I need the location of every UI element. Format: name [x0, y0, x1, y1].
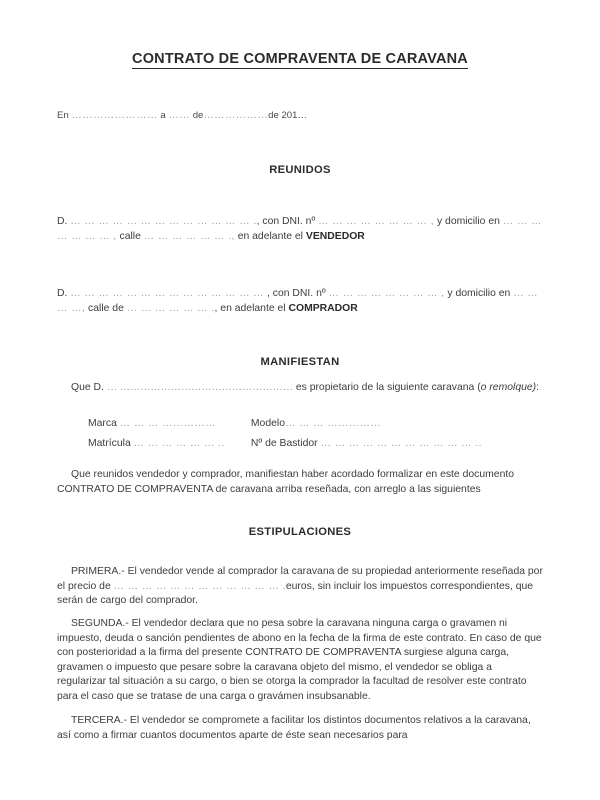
comprador-name-dots: … … … … … … … … … … … … … …: [70, 288, 265, 299]
vendedor-domicilio-dots: … … … … … … … ,: [57, 216, 542, 242]
clause-segunda-text: El vendedor declara que no pesa sobre la caravana ninguna carga o gravamen ni impuesto, deuda o sanción pendientes de abono en la fecha de la firma de este contrato. En caso de que con posterioridad a la firma del presente CONTRATO DE COMPRAVENTA surgiese alguna carga, gravamen o impuesto que pesare sobre la caravana objeto del mismo, el vendedor se obliga a regularizar tal situación a su cargo, o bien se otorga la comprador la facultad de resolver este contrato para el caso que se tratase de una carga o gravámen insubsanable.: [57, 618, 542, 702]
spec-row: [88, 414, 548, 434]
clause-segunda: [57, 617, 543, 705]
comprador-calle-dots: … … … … … … .: [126, 302, 215, 314]
spec-cell-bastidor: [251, 434, 482, 454]
vendedor-role-label: VENDEDOR: [305, 230, 365, 242]
party-paragraph-vendedor: [57, 215, 543, 244]
clause-primera-text-before: El vendedor vende al comprador la caravana de su propiedad anteriormente reseñada por el precio de: [57, 566, 543, 592]
section-heading-reunidos: REUNIDOS: [269, 164, 331, 176]
spec-row: [88, 434, 548, 454]
dateline-place-dots: ……………………: [71, 110, 158, 121]
page-title-text: CONTRATO DE COMPRAVENTA DE CARAVANA: [132, 51, 468, 67]
spec-label-bastidor: Nº de Bastidor: [250, 438, 318, 449]
section-heading-manifiestan: MANIFIESTAN: [260, 356, 340, 368]
comprador-role-label: COMPRADOR: [288, 302, 358, 314]
comprador-lead: D.: [57, 288, 68, 299]
spec-dots-marca: … … … ……………: [119, 418, 216, 429]
clause-tercera-text: El vendedor se compromete a facilitar los distintos documentos relativos a la caravana, así como a firmar cuantos documentos aparte de éste sean necesarios para: [57, 715, 531, 741]
vendedor-tail: en adelante el: [237, 230, 303, 242]
vendedor-dni-label: , con DNI. nº: [256, 216, 316, 227]
vendedor-calle-label: calle: [119, 230, 141, 242]
comprador-dni-dots: … … … … … … … … ,: [328, 288, 445, 299]
party-paragraph-comprador: [57, 287, 543, 316]
dateline-mid-a: a: [160, 110, 166, 121]
manifiestan-text: es propietario de la siguiente caravana (: [295, 382, 481, 393]
spec-label-modelo: Modelo: [250, 418, 285, 429]
comprador-domicilio-label: y domicilio en: [447, 288, 511, 299]
manifiestan-lead: Que D.: [71, 382, 104, 393]
spec-label-marca: Marca: [88, 418, 117, 429]
clause-segunda-label: SEGUNDA.-: [71, 618, 129, 629]
acordado-paragraph: Que reunidos vendedor y comprador, manifiestan haber acordado formalizar en este documento CONTRATO DE COMPRAVENTA de caravana arriba reseñada, con arreglo a las siguientes: [57, 469, 515, 495]
spec-cell-modelo: [251, 414, 381, 434]
spec-cell-matricula: [88, 434, 248, 454]
dateline-prefix: En: [57, 110, 69, 121]
dateline-year: de 201…: [268, 110, 308, 121]
spec-label-matricula: Matrícula: [88, 438, 131, 449]
vendedor-domicilio-label: y domicilio en: [436, 216, 500, 227]
manifiestan-italic-tail: o remolque): [480, 382, 537, 393]
manifiestan-intro-paragraph: [57, 381, 543, 396]
vehicle-spec-table: [88, 414, 548, 454]
dateline-mid-b: de: [192, 110, 204, 121]
clause-tercera: [57, 714, 543, 743]
vendedor-lead: D.: [57, 216, 68, 227]
vendedor-calle-dots: … … … … … … .,: [143, 230, 235, 242]
vendedor-dni-dots: … … … … … … … … ,: [318, 216, 435, 227]
vendedor-name-dots: … … … … … … … … … … … … … .: [70, 216, 257, 227]
spec-dots-modelo: … … … ……………: [284, 418, 382, 429]
spec-dots-bastidor: … … … … … … … … … … … ..: [320, 438, 482, 449]
comprador-calle-label: calle de: [88, 302, 124, 314]
dateline-month-dots: ………………: [203, 110, 269, 121]
clause-primera-text-after: euros, sin incluir los impuestos correspondientes, que serán de cargo del comprador.: [57, 580, 534, 607]
comprador-dni-label: , con DNI. nº: [267, 288, 326, 299]
clause-primera-label: PRIMERA.-: [71, 566, 125, 577]
page-title: [0, 51, 600, 67]
clause-primera-price-dots: … … … … … … … … … … … … .: [113, 580, 286, 592]
dateline-day-dots: ……: [168, 110, 191, 121]
clause-tercera-label: TERCERA.-: [71, 715, 127, 726]
clause-primera: [57, 565, 543, 609]
manifiestan-name-dots: … ……………………………………………: [106, 382, 293, 393]
spec-cell-marca: [88, 414, 248, 434]
dateline: [57, 110, 307, 121]
comprador-domicilio-dots: … … … …,: [57, 288, 539, 314]
spec-dots-matricula: … … … … … … ..: [133, 438, 225, 449]
comprador-tail: , en adelante el: [214, 302, 286, 314]
section-heading-estipulaciones: ESTIPULACIONES: [248, 526, 352, 538]
manifiestan-end: :: [536, 382, 540, 393]
